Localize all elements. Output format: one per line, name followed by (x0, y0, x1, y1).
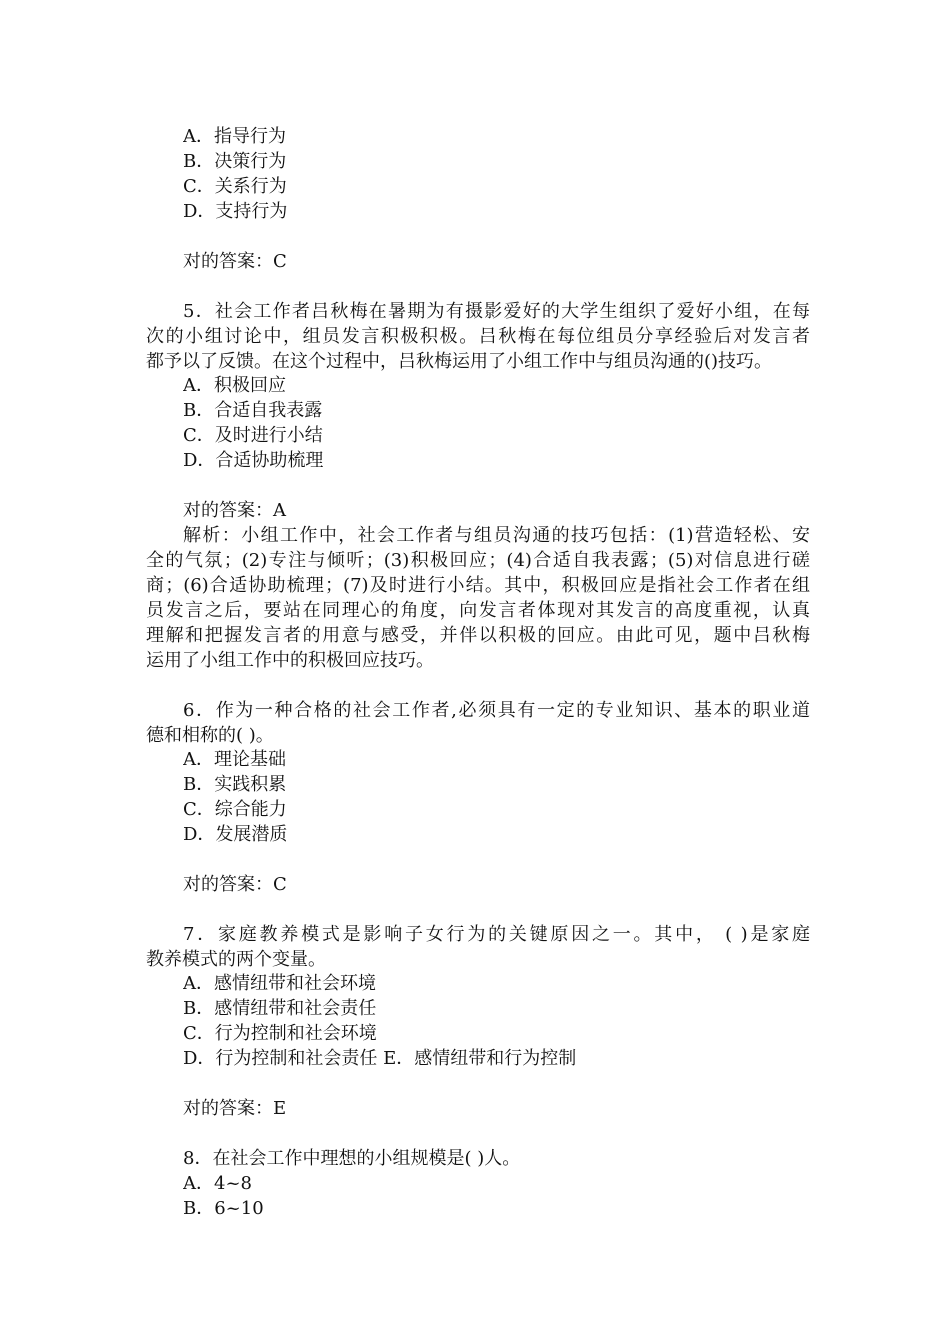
q5-analysis-line: 员发言之后，要站在同理心的角度，向发言者体现对其发言的高度重视，认真 (146, 600, 810, 621)
q5-stem-line: 5．社会工作者吕秋梅在暑期为有摄影爱好的大学生组织了爱好小组，在每 (183, 301, 810, 322)
q5-answer: 对的答案：A (183, 500, 286, 521)
q5-option-c: C．及时进行小结 (183, 425, 323, 446)
q6-option-d: D．发展潜质 (183, 824, 288, 845)
q7-stem-line: 教养模式的两个变量。 (146, 949, 326, 970)
q6-option-b: B．实践积累 (183, 774, 287, 795)
q6-option-c: C．综合能力 (183, 799, 287, 820)
q5-option-b: B．合适自我表露 (183, 400, 323, 421)
q4-option-d: D．支持行为 (183, 201, 288, 222)
q6-stem-line: 德和相称的( )。 (146, 725, 274, 746)
q5-analysis-line: 解析：小组工作中，社会工作者与组员沟通的技巧包括：(1)营造轻松、安 (183, 525, 810, 546)
q7-stem-line: 7．家庭教养模式是影响子女行为的关键原因之一。其中， ( )是家庭 (183, 924, 810, 945)
q6-answer: 对的答案：C (183, 874, 287, 895)
q8-option-a: A．4~8 (183, 1173, 252, 1194)
q5-option-d: D．合适协助梳理 (183, 450, 324, 471)
q7-option-a: A．感情纽带和社会环境 (183, 973, 376, 994)
q5-analysis-line: 全的气氛；(2)专注与倾听；(3)积极回应；(4)合适自我表露；(5)对信息进行磋 (146, 550, 810, 571)
q8-option-b: B．6~10 (183, 1198, 264, 1219)
q5-analysis-line: 商；(6)合适协助梳理；(7)及时进行小结。其中，积极回应是指社会工作者在组 (146, 575, 810, 596)
q8-stem-line: 8．在社会工作中理想的小组规模是( )人。 (183, 1148, 521, 1169)
q5-analysis-line: 运用了小组工作中的积极回应技巧。 (146, 650, 434, 671)
q5-analysis-line: 理解和把握发言者的用意与感受，并伴以积极的回应。由此可见，题中吕秋梅 (146, 625, 810, 646)
q6-stem-line: 6．作为一种合格的社会工作者,必须具有一定的专业知识、基本的职业道 (183, 700, 810, 721)
q5-stem-line: 次的小组讨论中，组员发言积极积极。吕秋梅在每位组员分享经验后对发言者 (146, 326, 810, 347)
q4-option-b: B．决策行为 (183, 151, 287, 172)
q4-option-c: C．关系行为 (183, 176, 287, 197)
q7-option-c: C．行为控制和社会环境 (183, 1023, 377, 1044)
q7-option-d-e: D．行为控制和社会责任 E．感情纽带和行为控制 (183, 1048, 577, 1069)
q5-option-a: A．积极回应 (183, 375, 286, 396)
q5-stem-line: 都予以了反馈。在这个过程中，吕秋梅运用了小组工作中与组员沟通的()技巧。 (146, 351, 773, 372)
q6-option-a: A．理论基础 (183, 749, 286, 770)
q4-option-a: A．指导行为 (183, 126, 286, 147)
q7-answer: 对的答案：E (183, 1098, 287, 1119)
q7-option-b: B．感情纽带和社会责任 (183, 998, 377, 1019)
q4-answer: 对的答案：C (183, 251, 287, 272)
